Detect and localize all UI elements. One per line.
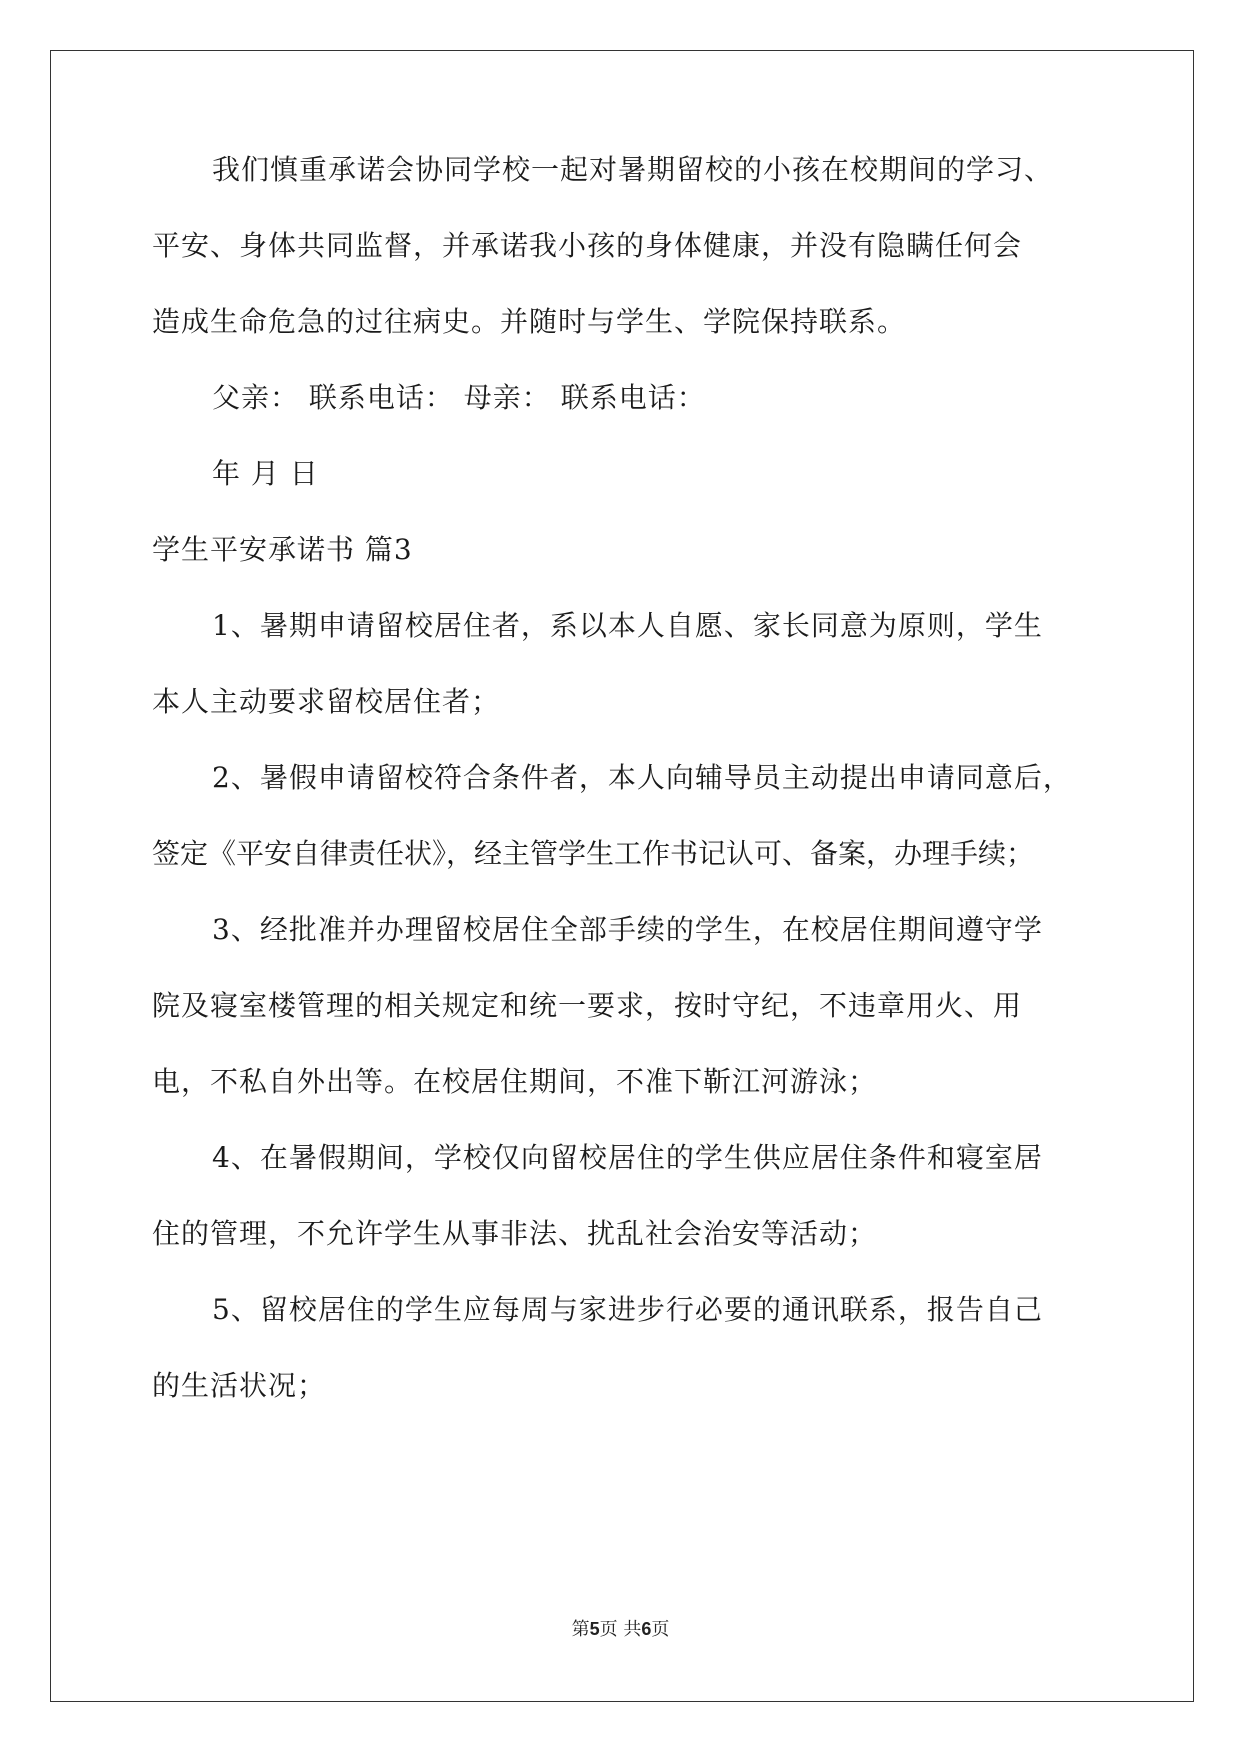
paragraph-line: 的生活状况； — [152, 1369, 327, 1402]
paragraph-line: 院及寝室楼管理的相关规定和统一要求，按时守纪，不违章用火、用 — [152, 989, 1023, 1022]
paragraph-line: 本人主动要求留校居住者； — [152, 685, 501, 718]
paragraph-line: 我们慎重承诺会协同学校一起对暑期留校的小孩在校期间的学习、 — [212, 153, 1054, 186]
date-line: 年 月 日 — [212, 457, 319, 490]
section-heading: 学生平安承诺书 篇3 — [152, 533, 413, 566]
paragraph-line: 造成生命危急的过往病史。并随时与学生、学院保持联系。 — [152, 305, 907, 338]
page-border — [50, 50, 1194, 1702]
paragraph-line: 3、经批准并办理留校居住全部手续的学生，在校居住期间遵守学 — [212, 913, 1043, 946]
page-number: 5 — [589, 1619, 600, 1639]
paragraph-line: 电，不私自外出等。在校居住期间，不准下靳江河游泳； — [152, 1065, 878, 1098]
page-total: 6 — [641, 1619, 652, 1639]
paragraph-line: 住的管理，不允许学生从事非法、扰乱社会治安等活动； — [152, 1217, 878, 1250]
page-footer — [0, 1615, 1241, 1641]
signature-fields: 父亲： 联系电话： 母亲： 联系电话： — [212, 381, 706, 414]
footer-mid: 页 共 — [599, 1619, 642, 1640]
paragraph-line: 2、暑假申请留校符合条件者，本人向辅导员主动提出申请同意后， — [212, 761, 1072, 794]
paragraph-line: 4、在暑假期间，学校仅向留校居住的学生供应居住条件和寝室居 — [212, 1141, 1043, 1174]
footer-prefix: 第 — [571, 1619, 590, 1640]
paragraph-line: 5、留校居住的学生应每周与家进步行必要的通讯联系，报告自己 — [212, 1293, 1043, 1326]
paragraph-line: 平安、身体共同监督，并承诺我小孩的身体健康，并没有隐瞒任何会 — [152, 229, 1023, 262]
paragraph-line: 签定《平安自律责任状》，经主管学生工作书记认可、备案，办理手续； — [152, 837, 1035, 870]
paragraph-line: 1、暑期申请留校居住者，系以本人自愿、家长同意为原则，学生 — [212, 609, 1043, 642]
footer-suffix: 页 — [651, 1619, 670, 1640]
